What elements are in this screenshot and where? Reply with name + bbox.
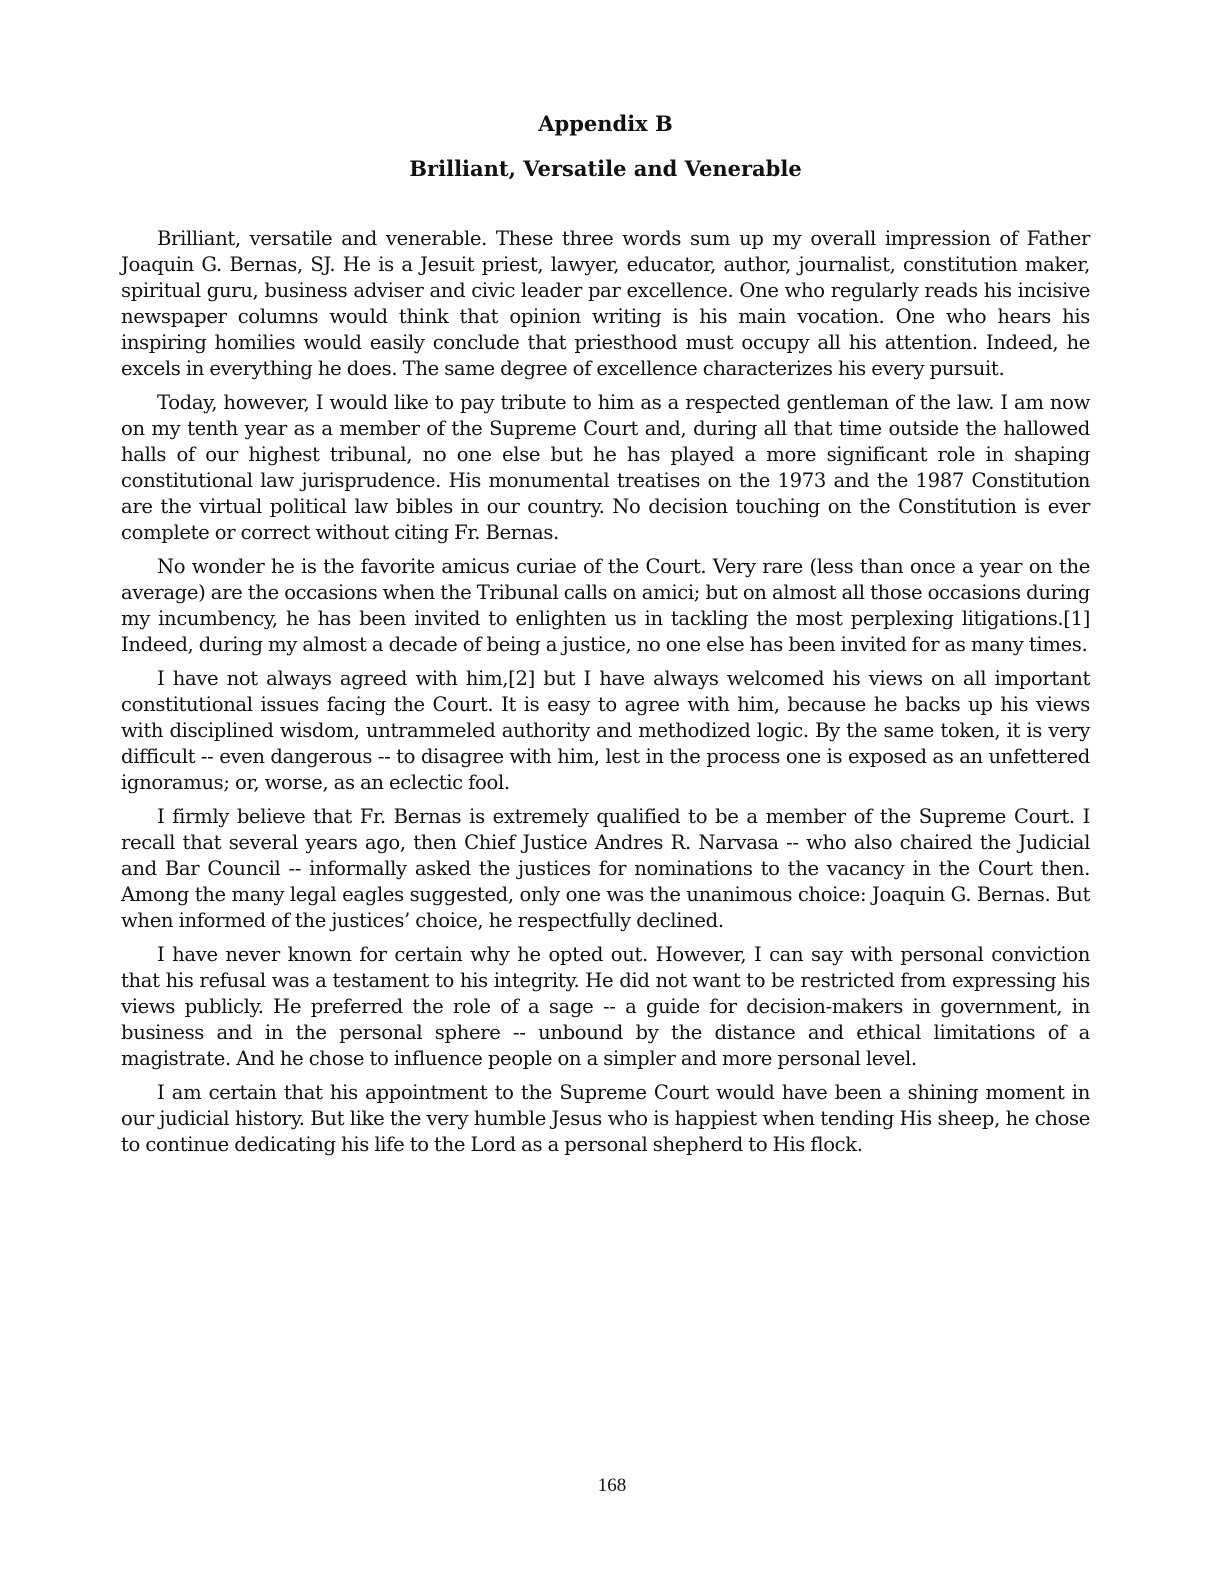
page-content	[121, 110, 1090, 1166]
document-title: Brilliant, Versatile and Venerable	[409, 156, 802, 181]
body-paragraph: No wonder he is the favorite amicus curiae of the Court. Very rare (less than once a year on the average) are the occasions when the Tribunal calls on amici; but on almost all those occasions during my incumbency, he has been invited to enlighten us in tackling the most perplexing litigations.[1] Indeed, during my almost a decade of being a justice, no one else has been invited for as many times.	[121, 555, 1090, 656]
body-paragraph: I have not always agreed with him,[2] but I have always welcomed his views on all important constitutional issues facing the Court. It is easy to agree with him, because he backs up his views with disciplined wisdom, untrammeled authority and methodized logic. By the same token, it is very difficult -- even dangerous -- to disagree with him, lest in the process one is exposed as an unfettered ignoramus; or, worse, as an eclectic fool.	[121, 667, 1090, 794]
body-paragraph: I am certain that his appointment to the Supreme Court would have been a shining moment in our judicial history. But like the very humble Jesus who is happiest when tending His sheep, he chose to continue dedicating his life to the Lord as a personal shepherd to His flock.	[121, 1081, 1090, 1156]
page-number: 168	[597, 1475, 627, 1496]
body-paragraph: I have never known for certain why he opted out. However, I can say with personal conviction that his refusal was a testament to his integrity. He did not want to be restricted from expressing his views publicly. He preferred the role of a sage -- a guide for decision-makers in government, in business and in the personal sphere -- unbound by the distance and ethical limitations of a magistrate. And he chose to influence people on a simpler and more personal level.	[121, 943, 1090, 1070]
body-paragraph: Today, however, I would like to pay tribute to him as a respected gentleman of the law. I am now on my tenth year as a member of the Supreme Court and, during all that time outside the hallowed halls of our highest tribunal, no one else but he has played a more significant role in shaping constitutional law jurisprudence. His monumental treatises on the 1973 and the 1987 Constitution are the virtual political law bibles in our country. No decision touching on the Constitution is ever complete or correct without citing Fr. Bernas.	[121, 391, 1090, 544]
body-paragraph: Brilliant, versatile and venerable. These three words sum up my overall impression of Father Joaquin G. Bernas, SJ. He is a Jesuit priest, lawyer, educator, author, journalist, constitution maker, spiritual guru, business adviser and civic leader par excellence. One who regularly reads his incisive newspaper columns would think that opinion writing is his main vocation. One who hears his inspiring homilies would easily conclude that priesthood must occupy all his attention. Indeed, he excels in everything he does. The same degree of excellence characterizes his every pursuit.	[121, 227, 1090, 380]
body-paragraph: I firmly believe that Fr. Bernas is extremely qualified to be a member of the Supreme Court. I recall that several years ago, then Chief Justice Andres R. Narvasa -- who also chaired the Judicial and Bar Council -- informally asked the justices for nominations to the vacancy in the Court then. Among the many legal eagles suggested, only one was the unanimous choice: Joaquin G. Bernas. But when informed of the justices’ choice, he respectfully declined.	[121, 805, 1090, 932]
appendix-heading: Appendix B	[538, 111, 673, 136]
